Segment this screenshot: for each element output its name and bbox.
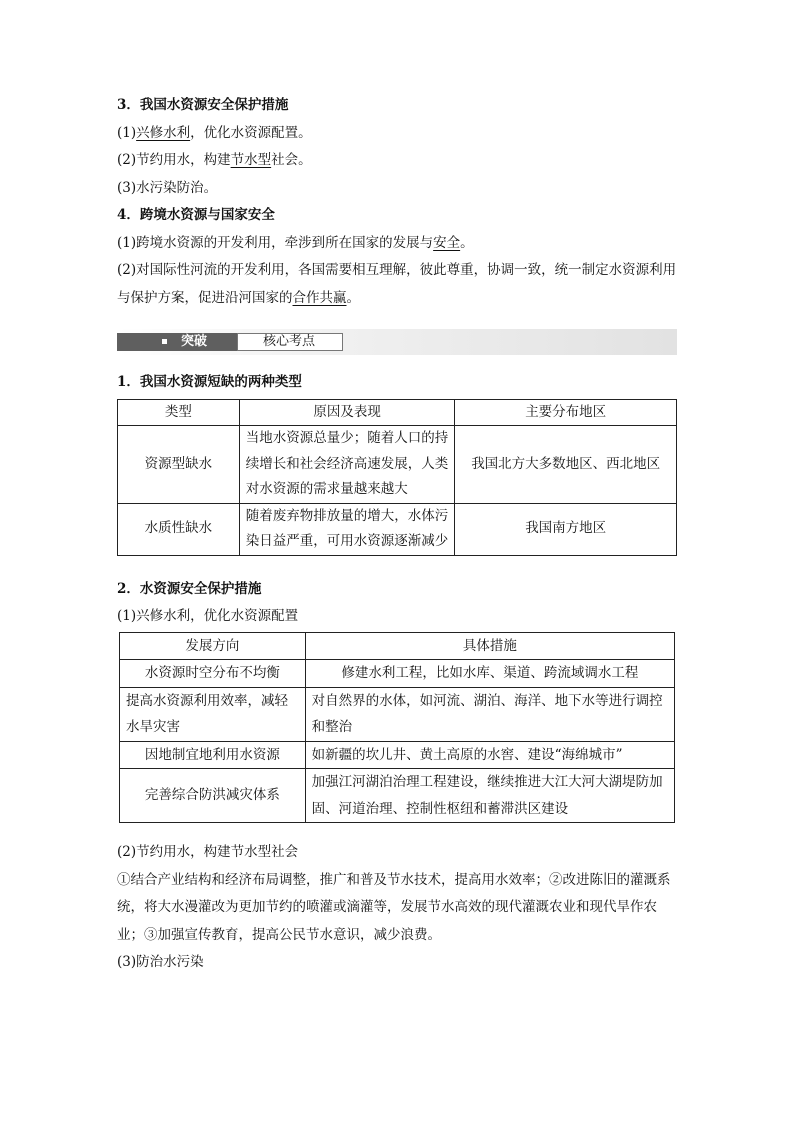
key-point-1-heading: 1．我国水资源短缺的两种类型 [117,374,302,390]
underlined-keyword: 安全 [433,234,461,251]
table-row [120,769,675,823]
section-3-item-2: (2)节约用水，构建节水型社会。 [117,152,312,168]
table-row [120,741,675,769]
table-row [118,426,677,504]
table-cell-cause: 当地水资源总量少；随着人口的持续增长和社会经济高速发展，人类对水资源的需求量越来越大 [239,426,455,504]
measures-table [119,632,675,824]
banner-light-label: 核心考点 [263,334,316,349]
key-point-2-sub-3: (3)防治水污染 [117,954,204,970]
banner-dark-tab [117,333,237,351]
section-4-item-2: (2)对国际性河流的开发利用，各国需要相互理解，彼此尊重，协调一致，统一制定水资源利用与保护方案，促进沿河国家的合作共赢。 [117,262,677,306]
table-header-cell: 发展方向 [120,632,306,660]
table-row [118,503,677,555]
table-cell-cause: 随着废弃物排放量的增大，水体污染日益严重，可用水资源逐渐减少 [239,503,455,555]
table-cell-region: 我国北方大多数地区、西北地区 [455,426,677,504]
underlined-keyword: 兴修水利 [136,124,191,141]
table-cell-direction: 完善综合防洪减灾体系 [120,769,306,823]
table-cell-type: 水质性缺水 [118,503,240,555]
underlined-keyword: 节水型 [230,152,272,168]
section-banner [117,329,677,355]
table-cell-measure: 加强江河湖泊治理工程建设，继续推进大江大河大湖堤防加固、河道治理、控制性枢纽和蓄滞洪区建设 [305,769,674,823]
table-cell-measure: 修建水利工程，比如水库、渠道、跨流域调水工程 [305,660,674,688]
table-row [120,660,675,688]
underlined-keyword: 合作共赢 [292,289,347,306]
table-cell-type: 资源型缺水 [118,426,240,504]
table-cell-direction: 提高水资源利用效率，减轻水旱灾害 [120,687,306,741]
key-point-2-sub-2: (2)节约用水，构建节水型社会 [117,844,299,860]
key-point-2-sub-2-text: ①结合产业结构和经济布局调整，推广和普及节水技术，提高用水效率；②改进陈旧的灌溉系统，将大水漫灌改为更加节约的喷灌或滴灌等，发展节水高效的现代灌溉农业和现代旱作农业；③加强宣传教育，提高公民节水意识，减少浪费。 [117,871,671,943]
key-point-2-heading: 2．水资源安全保护措施 [117,580,262,597]
table-header-row [118,399,677,426]
table-row [120,687,675,741]
table-header-cell: 具体措施 [305,632,674,660]
table-cell-measure: 如新疆的坎儿井、黄土高原的水窖、建设“海绵城市” [305,741,674,769]
section-3-item-1: (1)兴修水利，优化水资源配置。 [117,124,312,141]
table-header-cell: 类型 [118,399,240,426]
table-cell-direction: 水资源时空分布不均衡 [120,660,306,688]
section-4-item-1: (1)跨境水资源的开发利用，牵涉到所在国家的发展与安全。 [117,234,474,251]
table-header-cell: 原因及表现 [239,399,455,426]
table-header-cell: 主要分布地区 [455,399,677,426]
section-4-heading: 4．跨境水资源与国家安全 [117,207,275,223]
banner-light-tab [237,333,343,351]
table-cell-region: 我国南方地区 [455,503,677,555]
section-3-heading: 3．我国水资源安全保护措施 [117,97,289,113]
document-page [117,92,677,977]
table-cell-measure: 对自然界的水体，如河流、湖泊、海洋、地下水等进行调控和整治 [305,687,674,741]
banner-dark-label: 突破 [181,334,208,349]
shortage-types-table [117,399,677,556]
table-header-row [120,632,675,660]
section-3-item-3: (3)水污染防治。 [117,179,218,196]
square-bullet-icon [162,339,167,344]
key-point-2-sub-1: (1)兴修水利，优化水资源配置 [117,608,299,624]
table-cell-direction: 因地制宜地利用水资源 [120,741,306,769]
